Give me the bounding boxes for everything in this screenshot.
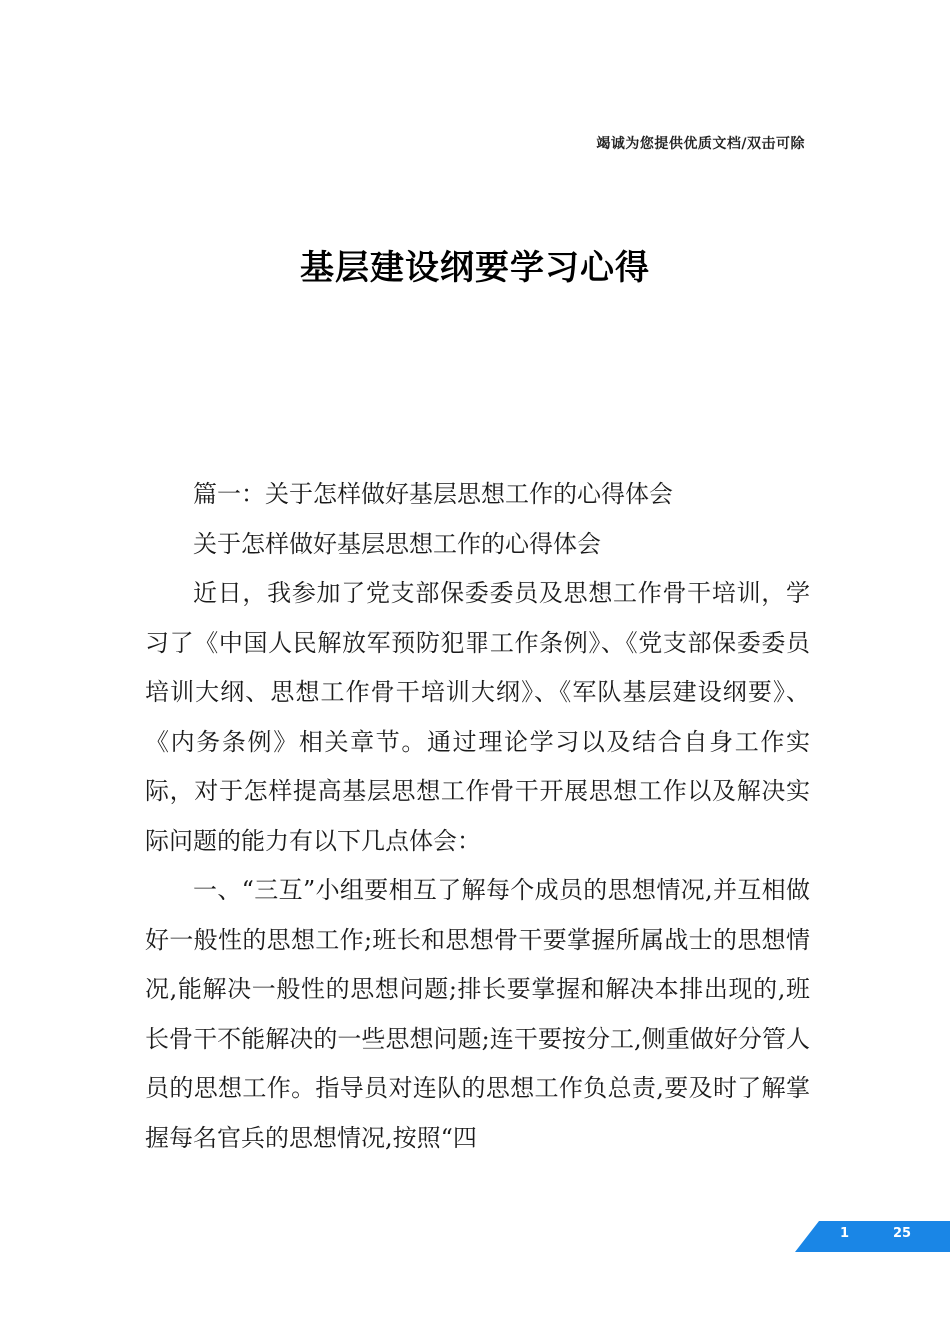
header-note: 竭诚为您提供优质文档/双击可除 (596, 136, 805, 152)
paragraph-subtitle: 关于怎样做好基层思想工作的心得体会 (193, 529, 601, 558)
paragraph-point-one: 一、“三互”小组要相互了解每个成员的思想情况,并互相做好一般性的思想工作;班长和思想骨干要掌握所属战士的思想情况,能解决一般性的思想问题;排长要掌握和解决本排出现的,班长骨干不能解决的一些思想问题;连干要按分工,侧重做好分管人员的思想工作。指导员对连队的思想工作负总责,要及时了解掌握每名官兵的思想情况,按照“四 (145, 876, 810, 1152)
page-number-band (795, 1221, 950, 1252)
document-title: 基层建设纲要学习心得 (300, 248, 650, 288)
page-number: 1 (840, 1226, 850, 1241)
paragraph-section-heading: 篇一：关于怎样做好基层思想工作的心得体会 (193, 480, 673, 508)
document-body (145, 470, 810, 1163)
paragraph-intro: 近日，我参加了党支部保委委员及思想工作骨干培训，学习了《中国人民解放军预防犯罪工作条例》、《党支部保委委员培训大纲、思想工作骨干培训大纲》、《军队基层建设纲要》、《内务条例》相关章节。通过理论学习以及结合自身工作实际，对于怎样提高基层思想工作骨干开展思想工作以及解决实际问题的能力有以下几点体会： (145, 579, 810, 855)
page-total: 25 (893, 1226, 912, 1241)
